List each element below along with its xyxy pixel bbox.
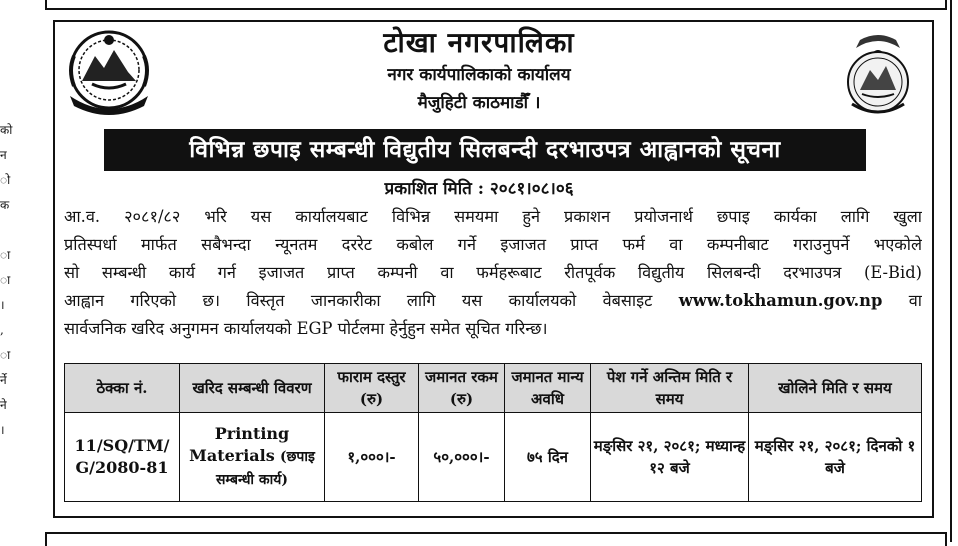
fragment: , [0,323,4,337]
body-line-tail: वा [908,291,922,310]
fragment: क [0,198,10,212]
office-address: मैजुहिटी काठमाडौँ । [417,93,541,113]
fragment: न [0,148,7,162]
col-opening: खोलिने मिति र समय [749,364,922,413]
description-en: Printing Materials [189,424,290,465]
fragment: ा [0,248,11,262]
col-form-fee: फाराम दस्तुर (रु) [325,364,419,413]
notice-body [64,203,922,343]
adjacent-column-fragments [0,118,14,443]
col-description: खरिद सम्बन्धी विवरण [180,364,325,413]
next-notice-border [45,532,947,546]
col-bid-security: जमानत रकम (रु) [419,364,505,413]
fragment: को [0,123,13,137]
notice-title-banner: विभिन्न छपाइ सम्बन्धी विद्युतीय सिलबन्दी दरभाउपत्र आह्वानको सूचना [104,129,866,171]
fragment [0,218,14,243]
col-validity: जमानत मान्य अवधि [505,364,591,413]
body-line: आ.व. २०८१/८२ भरि यस कार्यालयबाट विभिन्न समयमा हुने प्रकाशन प्रयोजनार्थ छपाइ कार्यका लागि खुला [64,207,922,226]
body-line-with-website [64,287,922,315]
fragment: । [0,423,5,437]
cell-contract-no: 11/SQ/TM/G/2080-81 [65,413,180,502]
cell-submission: मङ्सिर २१, २०८१; मध्यान्ह १२ बजे [591,413,749,502]
body-line: सार्वजनिक खरिद अनुगमन कार्यालयको EGP पोर्टलमा हेर्नुहुन समेत सूचित गरिन्छ। [64,319,548,338]
municipality-name: टोखा नगरपालिका [383,26,575,59]
col-contract-no: ठेक्का नं. [65,364,180,413]
previous-notice-border [45,0,947,10]
body-line-text: आह्वान गरिएको छ। विस्तृत जानकारीका लागि यस कार्यालयको वेबसाइट [64,291,653,310]
description-np: (छपाइ सम्बन्धी कार्य) [215,449,315,488]
body-line: प्रतिस्पर्धा मार्फत सबैभन्दा न्यूनतम दररेट कबोल गर्ने इजाजत प्राप्त फर्म वा कम्पनीबाट गराउनुपर्ने भएकोले [64,235,922,254]
fragment: ो [0,173,11,187]
office-name: नगर कार्यपालिकाको कार्यालय [387,65,571,85]
tender-table [64,363,922,502]
cell-bid-security: ५०,०००।- [419,413,505,502]
table-row [65,413,922,502]
fragment: ा [0,348,11,362]
fragment: र्ने [0,373,7,387]
fragment: ने [0,398,7,412]
fragment: ा [0,273,11,287]
website-link[interactable]: www.tokhamun.gov.np [678,291,883,310]
table-header-row [65,364,922,413]
published-date: प्रकाशित मिति : २०८१।०८।०६ [384,179,574,199]
cell-form-fee: १,०००।- [325,413,419,502]
cell-opening: मङ्सिर २१, २०८१; दिनको १ बजे [749,413,922,502]
col-submission: पेश गर्ने अन्तिम मिति र समय [591,364,749,413]
cell-validity: ७५ दिन [505,413,591,502]
cell-description [180,413,325,502]
body-line: सो सम्बन्धी कार्य गर्न इजाजत प्राप्त कम्पनी वा फर्महरूबाट रीतपूर्वक विद्युतीय सिलबन्दी दरभाउपत्र (E-Bid) [64,263,922,282]
fragment: । [0,298,5,312]
